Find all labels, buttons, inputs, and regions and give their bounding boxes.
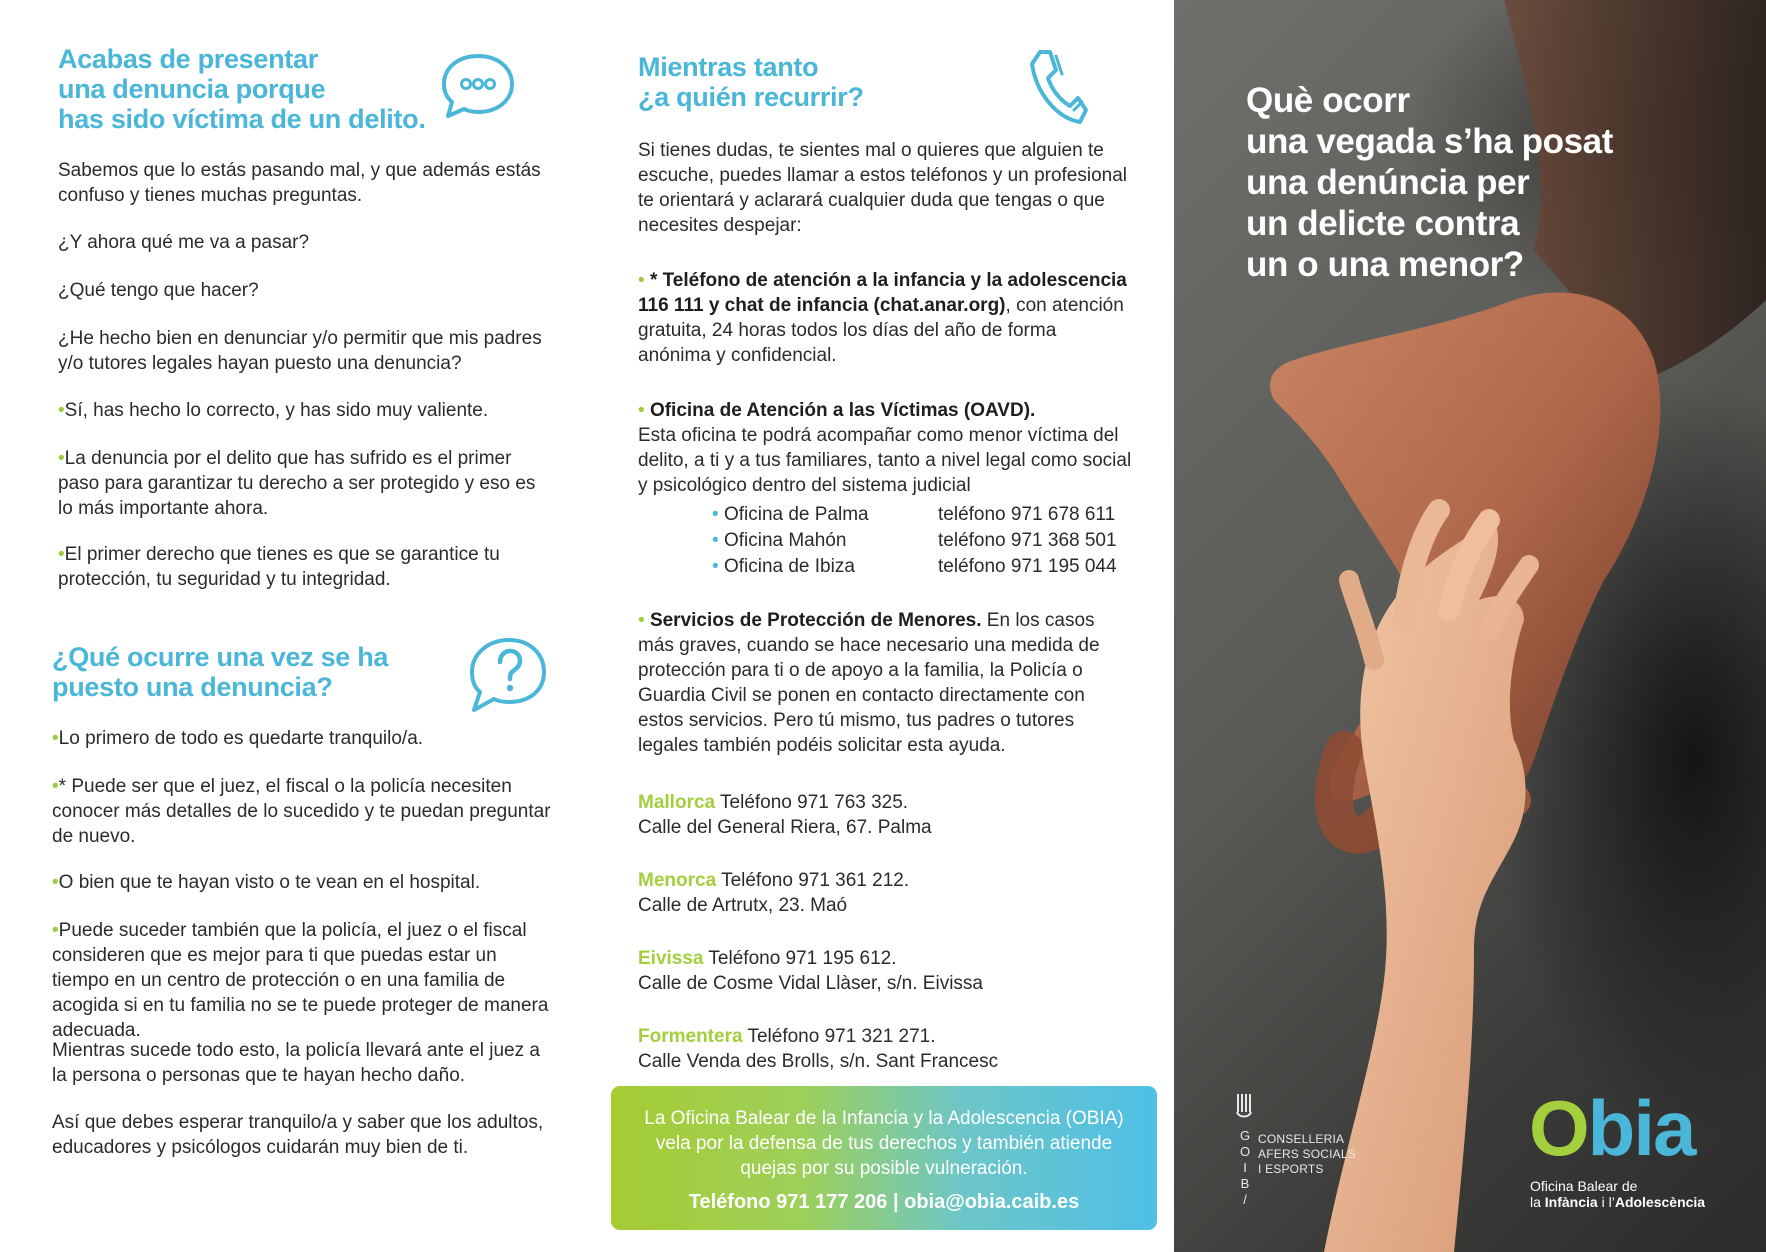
- section-title-que-ocurre: ¿Qué ocurre una vez se ha puesto una denuncia?: [52, 642, 389, 702]
- list-item: • Sí, has hecho lo correcto, y has sido muy valiente.: [58, 398, 548, 423]
- cover-photo-panel: [1174, 0, 1766, 1252]
- office-row-palma: • Oficina de Palma teléfono 971 678 611: [712, 504, 1116, 525]
- paragraph: ¿Y ahora qué me va a pasar?: [58, 232, 310, 253]
- goib-emblem-icon: [1235, 1094, 1255, 1120]
- goib-vertical-text: G O I B /: [1239, 1128, 1251, 1207]
- conselleria-label: CONSELLERIA AFERS SOCIALS I ESPORTS: [1258, 1132, 1356, 1176]
- office-row-ibiza: • Oficina de Ibiza teléfono 971 195 044: [712, 556, 1117, 577]
- phone-icon: [1026, 48, 1090, 128]
- cover-title: Què ocorr una vegada s’ha posat una denúncia per un delicte contra un o una menor?: [1246, 81, 1613, 284]
- list-item-proteccion-menores: • Servicios de Protección de Menores. En los casos más graves, cuando se hace necesario una medida de protección para ti o de apoyo a la familia, la Policía o Guardia Civil se ponen en contacto directamente con estos servicios. Pero tú mismo, tus padres o tutores legales también podéis solicitar esta ayuda.: [638, 608, 1133, 758]
- list-item: • Lo primero de todo es quedarte tranquilo/a.: [52, 726, 557, 751]
- question-bubble-icon: [464, 636, 550, 716]
- island-eivissa: Eivissa Teléfono 971 195 612. Calle de Cosme Vidal Llàser, s/n. Eivissa: [638, 948, 983, 994]
- list-item: • Puede suceder también que la policía, el juez o el fiscal consideren que es mejor para ti que puedas estar un tiempo en un centro de protección o en una familia de acogida si en tu familia no se te puede proteger de manera adecuada.: [52, 918, 557, 1043]
- island-formentera: Formentera Teléfono 971 321 271. Calle Venda des Brolls, s/n. Sant Francesc: [638, 1026, 999, 1072]
- list-item: • * Puede ser que el juez, el fiscal o la policía necesiten conocer más detalles de lo sucedido y te puedan preguntar de nuevo.: [52, 774, 557, 849]
- paragraph: ¿Qué tengo que hacer?: [58, 280, 259, 301]
- office-row-mahon: • Oficina Mahón teléfono 971 368 501: [712, 530, 1117, 551]
- list-item: • La denuncia por el delito que has sufrido es el primer paso para garantizar tu derecho a ser protegido y eso es lo más importante ahora.: [58, 446, 548, 521]
- banner-text: La Oficina Balear de la Infancia y la Adolescencia (OBIA) vela por la defensa de tus derechos y también atiende quejas por su posible vulneración.: [644, 1108, 1124, 1179]
- speech-bubble-icon: [438, 50, 518, 122]
- obia-logo-subtitle: Oficina Balear de la Infància i l’Adolescència: [1530, 1178, 1706, 1210]
- paragraph: Mientras sucede todo esto, la policía llevará ante el juez a la persona o personas que te hayan hecho daño.: [52, 1040, 540, 1086]
- paragraph: Si tienes dudas, te sientes mal o quieres que alguien te escuche, puedes llamar a estos teléfonos y un profesional te orientará y aclarará cualquier duda que tengas o que necesites despejar:: [638, 140, 1128, 236]
- obia-logo: Obia: [1529, 1084, 1695, 1172]
- obia-info-banner: [611, 1086, 1157, 1230]
- island-mallorca: Mallorca Teléfono 971 763 325. Calle del General Riera, 67. Palma: [638, 792, 932, 838]
- list-item: • O bien que te hayan visto o te vean en el hospital.: [52, 870, 557, 895]
- paragraph: Así que debes esperar tranquilo/a y saber que los adultos, educadores y psicólogos cuidarán muy bien de ti.: [52, 1112, 544, 1158]
- banner-contact[interactable]: Teléfono 971 177 206 | obia@obia.caib.es: [688, 1191, 1080, 1213]
- list-item-oavd: • Oficina de Atención a las Víctimas (OAVD). Esta oficina te podrá acompañar como menor víctima del delito, a ti y a tus familiares, tanto a nivel legal como social y psicológico dentro del sistema judicial: [638, 398, 1133, 498]
- list-item: • El primer derecho que tienes es que se garantice tu protección, tu seguridad y tu integridad.: [58, 542, 548, 592]
- island-menorca: Menorca Teléfono 971 361 212. Calle de Artrutx, 23. Maó: [638, 870, 910, 916]
- section-title-mientras-tanto: Mientras tanto ¿a quién recurrir?: [638, 52, 864, 112]
- paragraph: ¿He hecho bien en denunciar y/o permitir que mis padres y/o tutores legales hayan puesto una denuncia?: [58, 328, 542, 374]
- list-item-telefono-infancia: • * Teléfono de atención a la infancia y la adolescencia 116 111 y chat de infancia (chat.anar.org), con atención gratuita, 24 horas todos los días del año de forma anónima y confidencial.: [638, 268, 1133, 368]
- paragraph: Sabemos que lo estás pasando mal, y que además estás confuso y tienes muchas preguntas.: [58, 160, 541, 206]
- section-title-denuncia: Acabas de presentar una denuncia porque has sido víctima de un delito.: [58, 44, 426, 134]
